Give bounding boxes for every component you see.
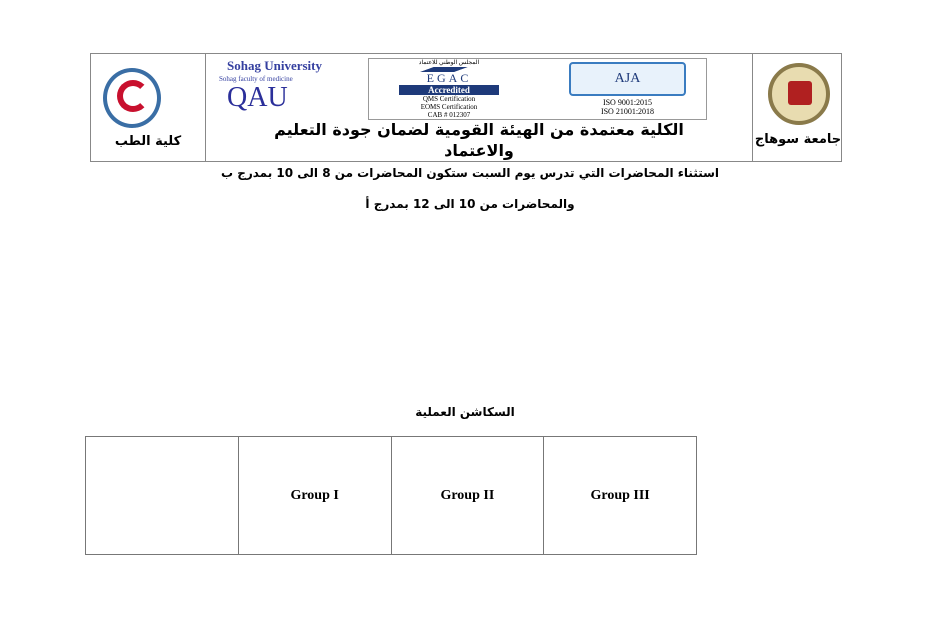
university-caption: جامعة سوهاج bbox=[754, 132, 842, 147]
qau-mark: QAU bbox=[227, 82, 288, 113]
letterhead bbox=[90, 53, 842, 162]
sohag-university-logo bbox=[768, 63, 830, 125]
table-header-empty bbox=[86, 437, 239, 555]
egac-logo bbox=[369, 59, 529, 119]
qau-logo bbox=[219, 58, 337, 112]
aja-line: ISO 9001:2015 bbox=[602, 98, 653, 107]
notice-line-2: والمحاضرات من 10 الى 12 بمدرج أ bbox=[365, 197, 575, 211]
egac-line: EOMS Certification bbox=[420, 103, 478, 111]
table-header-group-1: Group I bbox=[238, 437, 391, 555]
faculty-of-medicine-logo bbox=[103, 68, 161, 128]
egac-accredited: Accredited bbox=[399, 85, 499, 95]
egac-line: QMS Certification bbox=[422, 95, 476, 103]
table-row bbox=[86, 437, 697, 555]
notice-line-1: استثناء المحاضرات التي تدرس يوم السبت ستكون المحاضرات من 8 الى 10 بمدرج ب bbox=[220, 166, 720, 180]
accreditation-title-line1: الكلية معتمدة من الهيئة القومية لضمان جودة التعليم bbox=[274, 120, 684, 139]
qau-subtitle: Sohag faculty of medicine bbox=[219, 75, 293, 83]
egac-arabic-text: المجلس الوطني للاعتماد bbox=[418, 60, 480, 66]
accreditation-title-line2: والاعتماد bbox=[444, 141, 514, 160]
qau-arc-text: Sohag University bbox=[227, 58, 322, 73]
egac-name: EGAC bbox=[426, 71, 472, 85]
aja-name: AJA bbox=[569, 62, 686, 96]
aja-logo bbox=[565, 59, 690, 116]
sections-title: السكاشن العملية bbox=[415, 405, 515, 419]
table-header-group-3: Group III bbox=[544, 437, 697, 555]
aja-line: ISO 21001:2018 bbox=[600, 107, 655, 116]
faculty-caption: كلية الطب bbox=[114, 134, 182, 149]
sections-table bbox=[85, 436, 697, 555]
accreditation-logos bbox=[368, 58, 707, 120]
egac-line: CAB # 012307 bbox=[427, 111, 471, 119]
table-header-group-2: Group II bbox=[391, 437, 544, 555]
